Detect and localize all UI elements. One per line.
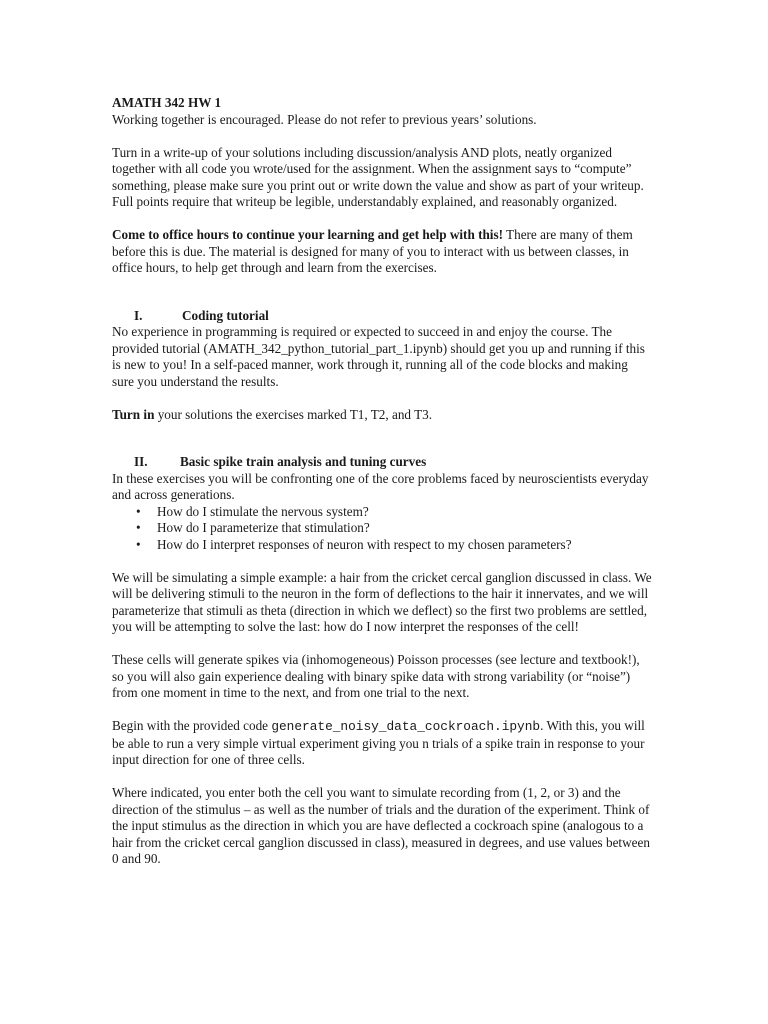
notebook-filename: generate_noisy_data_cockroach.ipynb [271, 719, 541, 734]
office-hours-bold: Come to office hours to continue your learning and get help with this! [112, 227, 503, 242]
office-hours-text: There are many of them before this is due. The material is designed for many of you to interact with us between classes, in office hours, to help get through and learn from the exercises. [112, 227, 633, 275]
bullet-icon: • [136, 503, 141, 519]
turn-in-bold: Turn in [112, 406, 155, 422]
list-item: • How do I interpret responses of neuron with respect to my chosen parameters? [136, 536, 572, 552]
section-2-paragraph-4: Begin with the provided code generate_noisy_data_cockroach.ipynb. With this, you will be able to run a very simple virtual experiment giving you n trials of a spike train in response to your input direction for one of three cells. [112, 718, 645, 767]
turn-in-text: your solutions the exercises marked T1, T2, and T3. [154, 406, 433, 422]
section-1-title: Coding tutorial [182, 307, 269, 323]
office-hours-paragraph [112, 227, 652, 277]
section-2-paragraph-2: We will be simulating a simple example: a hair from the cricket cercal ganglion discussed in class. We will be delivering stimuli to the neuron in the form of deflections to the hair it innervates, and we will parameterize that stimuli as theta (direction in which we deflect) so the first two problems are settled, you will be attempting to solve the last: how do I now interpret the responses of the cell! [112, 569, 652, 634]
section-1-heading [112, 308, 652, 325]
section-2-heading [112, 454, 652, 471]
section-2-paragraph-1: In these exercises you will be confronting one of the core problems faced by neuroscientists everyday and across generations. [112, 470, 649, 502]
section-1-number: I. [134, 307, 143, 323]
section-2-number: II. [134, 454, 148, 469]
list-item: • How do I stimulate the nervous system? [136, 503, 369, 519]
bullet-icon: • [136, 520, 141, 535]
section-1-turn-in [112, 407, 652, 424]
document-title: AMATH 342 HW 1 [112, 95, 222, 110]
document-page [112, 95, 652, 868]
section-2-paragraph-3: These cells will generate spikes via (inhomogeneous) Poisson processes (see lecture and textbook!), so you will also gain experience dealing with binary spike data with strong variability (or “noise”) from one moment in time to the next, and from one trial to the next. [112, 652, 640, 700]
turn-in-paragraph: Turn in a write-up of your solutions including discussion/analysis AND plots, neatly organized together with all code you wrote/used for the assignment. When the assignment says to “compute” something, please make sure you print out or write down the value and show as part of your writeup. Full points require that writeup be legible, understandably explained, and reasonably organized. [112, 144, 644, 209]
intro-paragraph: Working together is encouraged. Please do not refer to previous years’ solutions. [112, 111, 537, 127]
section-1-paragraph: No experience in programming is required or expected to succeed in and enjoy the course. The provided tutorial (AMATH_342_python_tutorial_part_1.ipynb) should get you up and running if this is new to you! In a self-paced manner, work through it, running all of the code blocks and making sure you understand the results. [112, 324, 645, 389]
section-2-paragraph-5: Where indicated, you enter both the cell you want to simulate recording from (1, 2, or 3) and the direction of the stimulus – as well as the number of trials and the duration of the experiment. Think of the input stimulus as the direction in which you are have deflected a cockroach spine (analogous to a hair from the cricket cercal ganglion discussed in class), measured in degrees, and use values between 0 and 90. [112, 785, 650, 866]
section-2-title: Basic spike train analysis and tuning curves [180, 454, 427, 469]
list-item: • How do I parameterize that stimulation? [136, 520, 370, 535]
bullet-icon: • [136, 536, 141, 552]
question-list [112, 504, 652, 554]
